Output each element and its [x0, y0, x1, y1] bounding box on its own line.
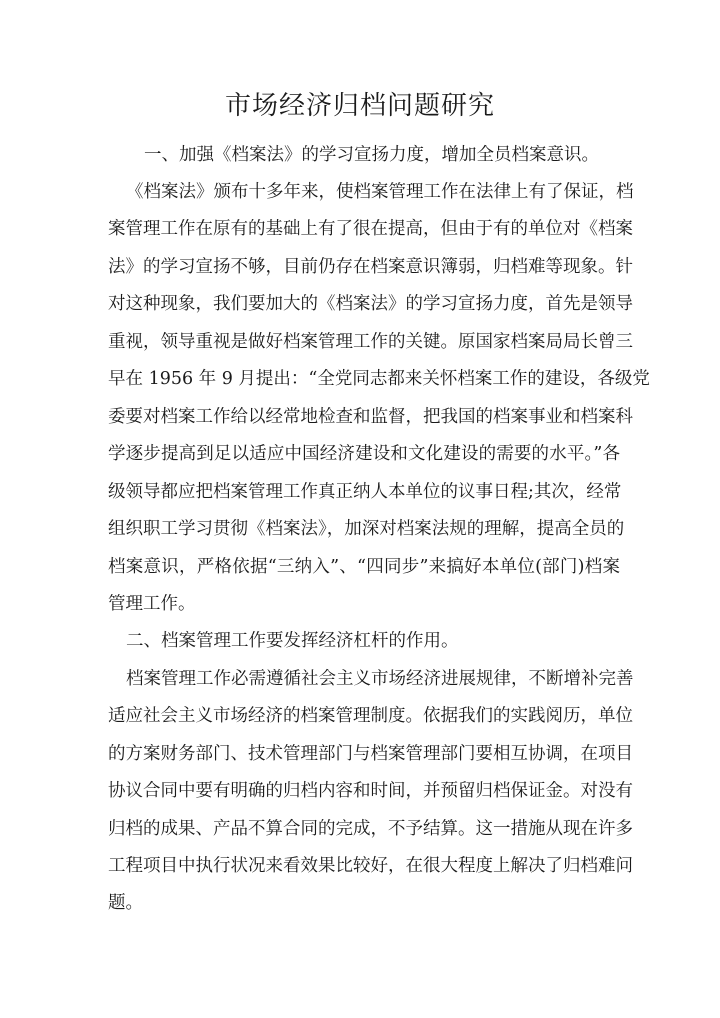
- paragraph-line: 题。: [108, 893, 143, 913]
- paragraph-line: 对这种现象，我们要加大的《档案法》的学习宣扬力度，首先是领导: [108, 294, 633, 314]
- paragraph-line: 学逐步提高到足以适应中国经济建设和文化建设的需要的水平。”各: [108, 444, 620, 464]
- paragraph-line: 级领导都应把档案管理工作真正纳人本单位的议事日程;其次，经常: [108, 482, 622, 502]
- document-title: 市场经济归档问题研究: [224, 91, 495, 121]
- paragraph-line: 重视，领导重视是做好档案管理工作的关键。原国家档案局局长曾三: [108, 332, 633, 352]
- paragraph-line: 《档案法》颁布十多年来，使档案管理工作在法律上有了保证，档: [126, 182, 634, 202]
- paragraph-line: 工程项目中执行状况来看效果比较好，在很大程度上解决了归档难问: [108, 856, 633, 876]
- paragraph-line: 组织职工学习贯彻《档案法》，加深对档案法规的理解，提高全员的: [108, 519, 625, 539]
- paragraph-line: 委要对档案工作给以经常地检查和监督，把我国的档案事业和档案科: [108, 407, 633, 427]
- paragraph-line: 早在 1956 年 9 月提出：“全党同志都来关怀档案工作的建设，各级党: [108, 369, 650, 389]
- paragraph-line: 法》的学习宣扬不够，目前仍存在档案意识簿弱，归档难等现象。针: [108, 257, 633, 277]
- paragraph-line: 的方案财务部门、技术管理部门与档案管理部门要相互协调，在项目: [108, 744, 633, 764]
- paragraph-line: 协议合同中要有明确的归档内容和时间，并预留归档保证金。对没有: [108, 781, 633, 801]
- paragraph-line: 管理工作。: [108, 594, 196, 614]
- paragraph-line: 适应社会主义市场经济的档案管理制度。依据我们的实践阅历，单位: [108, 706, 633, 726]
- paragraph-line: 档案管理工作必需遵循社会主义市场经济进展规律，不断增补完善: [126, 669, 634, 689]
- paragraph-line: 案管理工作在原有的基础上有了很在提高，但由于有的单位对《档案: [108, 219, 633, 239]
- section-2-heading: 二、档案管理工作要发挥经济杠杆的作用。: [126, 631, 459, 651]
- paragraph-line: 档案意识，严格依据“三纳入”、“四同步”来搞好本单位(部门)档案: [108, 557, 620, 577]
- paragraph-line: 归档的成果、产品不算合同的完成，不予结算。这一措施从现在许多: [108, 819, 633, 839]
- section-1-heading: 一、加强《档案法》的学习宣扬力度，增加全员档案意识。: [144, 145, 599, 165]
